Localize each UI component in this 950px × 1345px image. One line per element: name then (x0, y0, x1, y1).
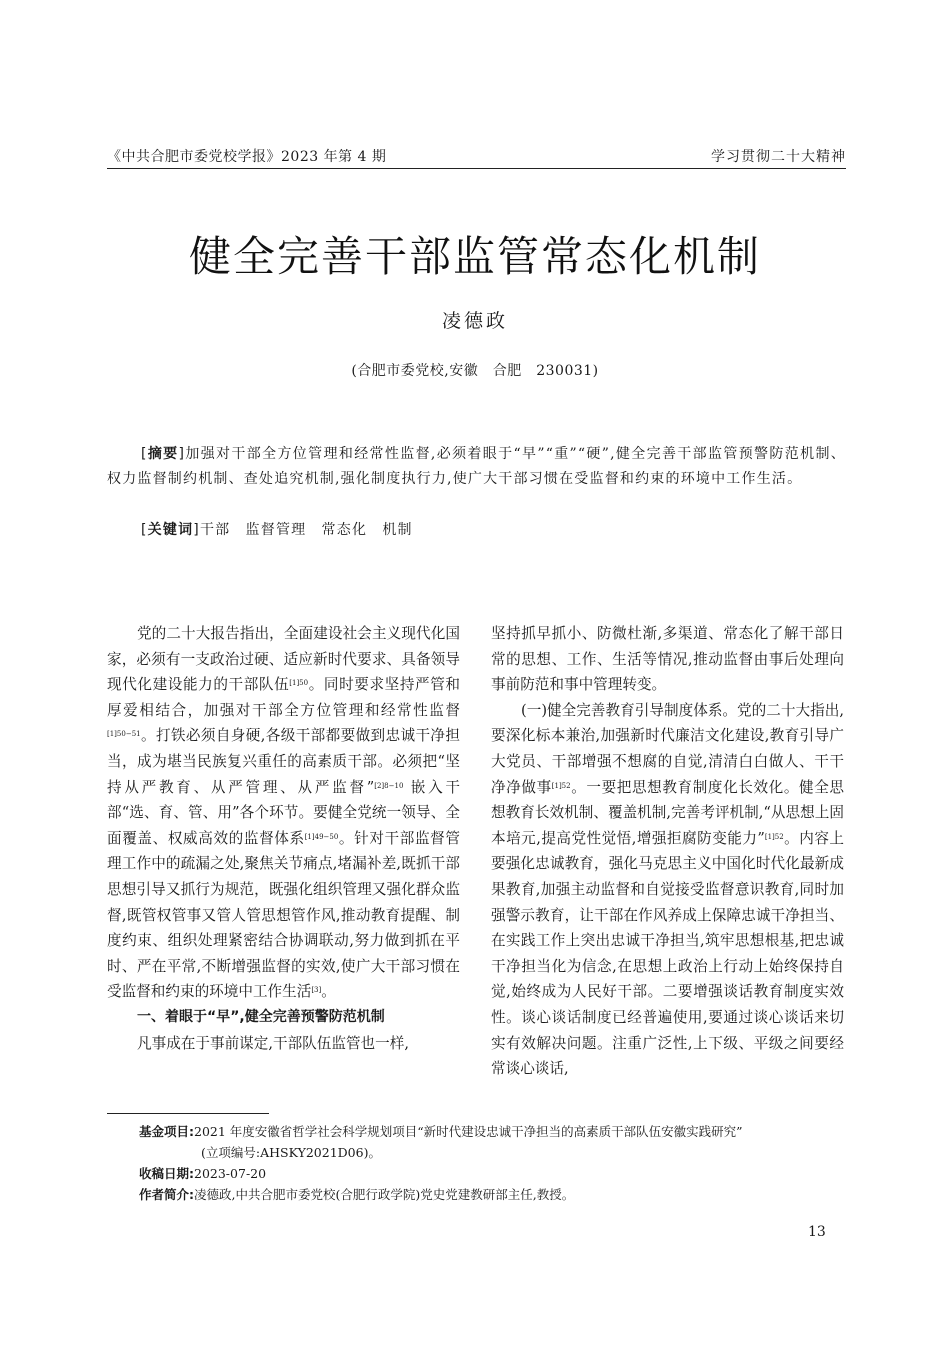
article-title: 健全完善干部监管常态化机制 (188, 232, 761, 281)
citation: [1]50 (289, 679, 309, 688)
author-bio: 作者简介:凌德政,中共合肥市委党校(合肥行政学院)党史党建教研部主任,教授。 (139, 1187, 575, 1202)
citation: [1]50−51 (107, 730, 141, 739)
received-date: 收稿日期:2023-07-20 (139, 1166, 267, 1181)
fund-note-cont: (立项编号:AHSKY2021D06)。 (201, 1145, 381, 1160)
footnotes (139, 1121, 846, 1205)
footnote-divider (107, 1113, 269, 1114)
author-affiliation: (合肥市委党校,安徽 合肥 230031) (351, 363, 599, 379)
running-header (107, 146, 846, 169)
body-column-left (107, 621, 460, 1056)
keywords-text: 干部 监督管理 常态化 机制 (199, 522, 413, 538)
citation: [3] (311, 986, 322, 995)
citation: [1]52 (551, 781, 571, 790)
page-number: 13 (808, 1224, 826, 1240)
citation: [2]8−10 (374, 781, 404, 790)
body-paragraph: 坚持抓早抓小、防微杜渐,多渠道、常态化了解干部日常的思想、工作、生活等情况,推动监督由事后处理向事前防范和事中管理转变。 (491, 625, 844, 694)
journal-issue: 《中共合肥市委党校学报》2023 年第 4 期 (107, 149, 387, 165)
citation: [1]52 (764, 832, 784, 841)
keywords (141, 519, 413, 539)
body-paragraph: 党的二十大报告指出，全面建设社会主义现代化国家，必须有一支政治过硬、适应新时代要求、具备领导现代化建设能力的干部队伍$^{[1]50}$。同时要求坚持严管和厚爱相结合，加强对干部全方位管理和经常性监督$^{[1]50-51}$。打铁必须自身硬,各级干部都要做到忠诚干净担当，成为堪当民族复兴重任的高素质干部。必须把“坚持从严教育、从严管理、从严监督”$^{[2]8-10}$ 嵌入干部“选、育、管、用”各个环节。要健全党统一领导、全面覆盖、权威高效的监督体系$^{[1]49-50}$。针对干部监督管理工作中的疏漏之处,聚焦关节痛点,堵漏补差,既抓干部思想引导又抓行为规范，既强化组织管理又强化群众监督,既管权管事又管人管思想管作风,推动教育提醒、制度约束、组织处理紧密结合协调联动,努力做到抓在平时、严在平常,不断增强监督的实效,使广大干部习惯在受监督和约束的环境中工作生活[3]。 (107, 625, 461, 1001)
abstract-label: [摘要] (141, 446, 186, 462)
author-name: 凌德政 (441, 310, 508, 332)
abstract (107, 442, 846, 492)
section-heading: 一、着眼于“早”,健全完善预警防范机制 (137, 1008, 385, 1025)
body-column-right (491, 621, 844, 1082)
body-paragraph: 凡事成在于事前谋定,干部队伍监管也一样, (137, 1034, 409, 1052)
citation: [1]49−50 (304, 832, 339, 841)
body-paragraph: (一)健全完善教育引导制度体系。党的二十大指出,要深化标本兼治,加强新时代廉洁文化建设,教育引导广大党员、干部增强不想腐的自觉,清清白白做人、干干净净做事$^{[1]52}$。一要把思想教育制度化长效化。健全思想教育长效机制、覆盖机制,完善考评机制,“从思想上固本培元,提高党性觉悟,增强拒腐防变能力”$^{[1]52}$。内容上要强化忠诚教育，强化马克思主义中国化时代化最新成果教育,加强主动监督和自觉接受监督意识教育,同时加强警示教育，让干部在作风养成上保障忠诚干净担当、在实践工作上突出忠诚干净担当,筑牢思想根基,把忠诚干净担当化为信念,在思想上政治上行动上始终保持自觉,始终成为人民好干部。二要增强谈话教育制度实效性。谈心谈话制度已经普遍使用,要通过谈心谈话来切实有效解决问题。注重广泛性,上下级、平级之间要经常谈心谈话, (491, 701, 844, 1078)
keywords-label: [关键词] (141, 522, 200, 538)
abstract-text: 加强对干部全方位管理和经常性监督,必须着眼于“早”“重”“硬”,健全完善干部监管预警防范机制、权力监督制约机制、查处追究机制,强化制度执行力,使广大干部习惯在受监督和约束的环境中工作生活。 (107, 446, 846, 487)
section-label: 学习贯彻二十大精神 (711, 149, 846, 165)
fund-note: 基金项目:2021 年度安徽省哲学社会科学规划项目“新时代建设忠诚干净担当的高素质干部队伍安徽实践研究” (139, 1124, 743, 1139)
